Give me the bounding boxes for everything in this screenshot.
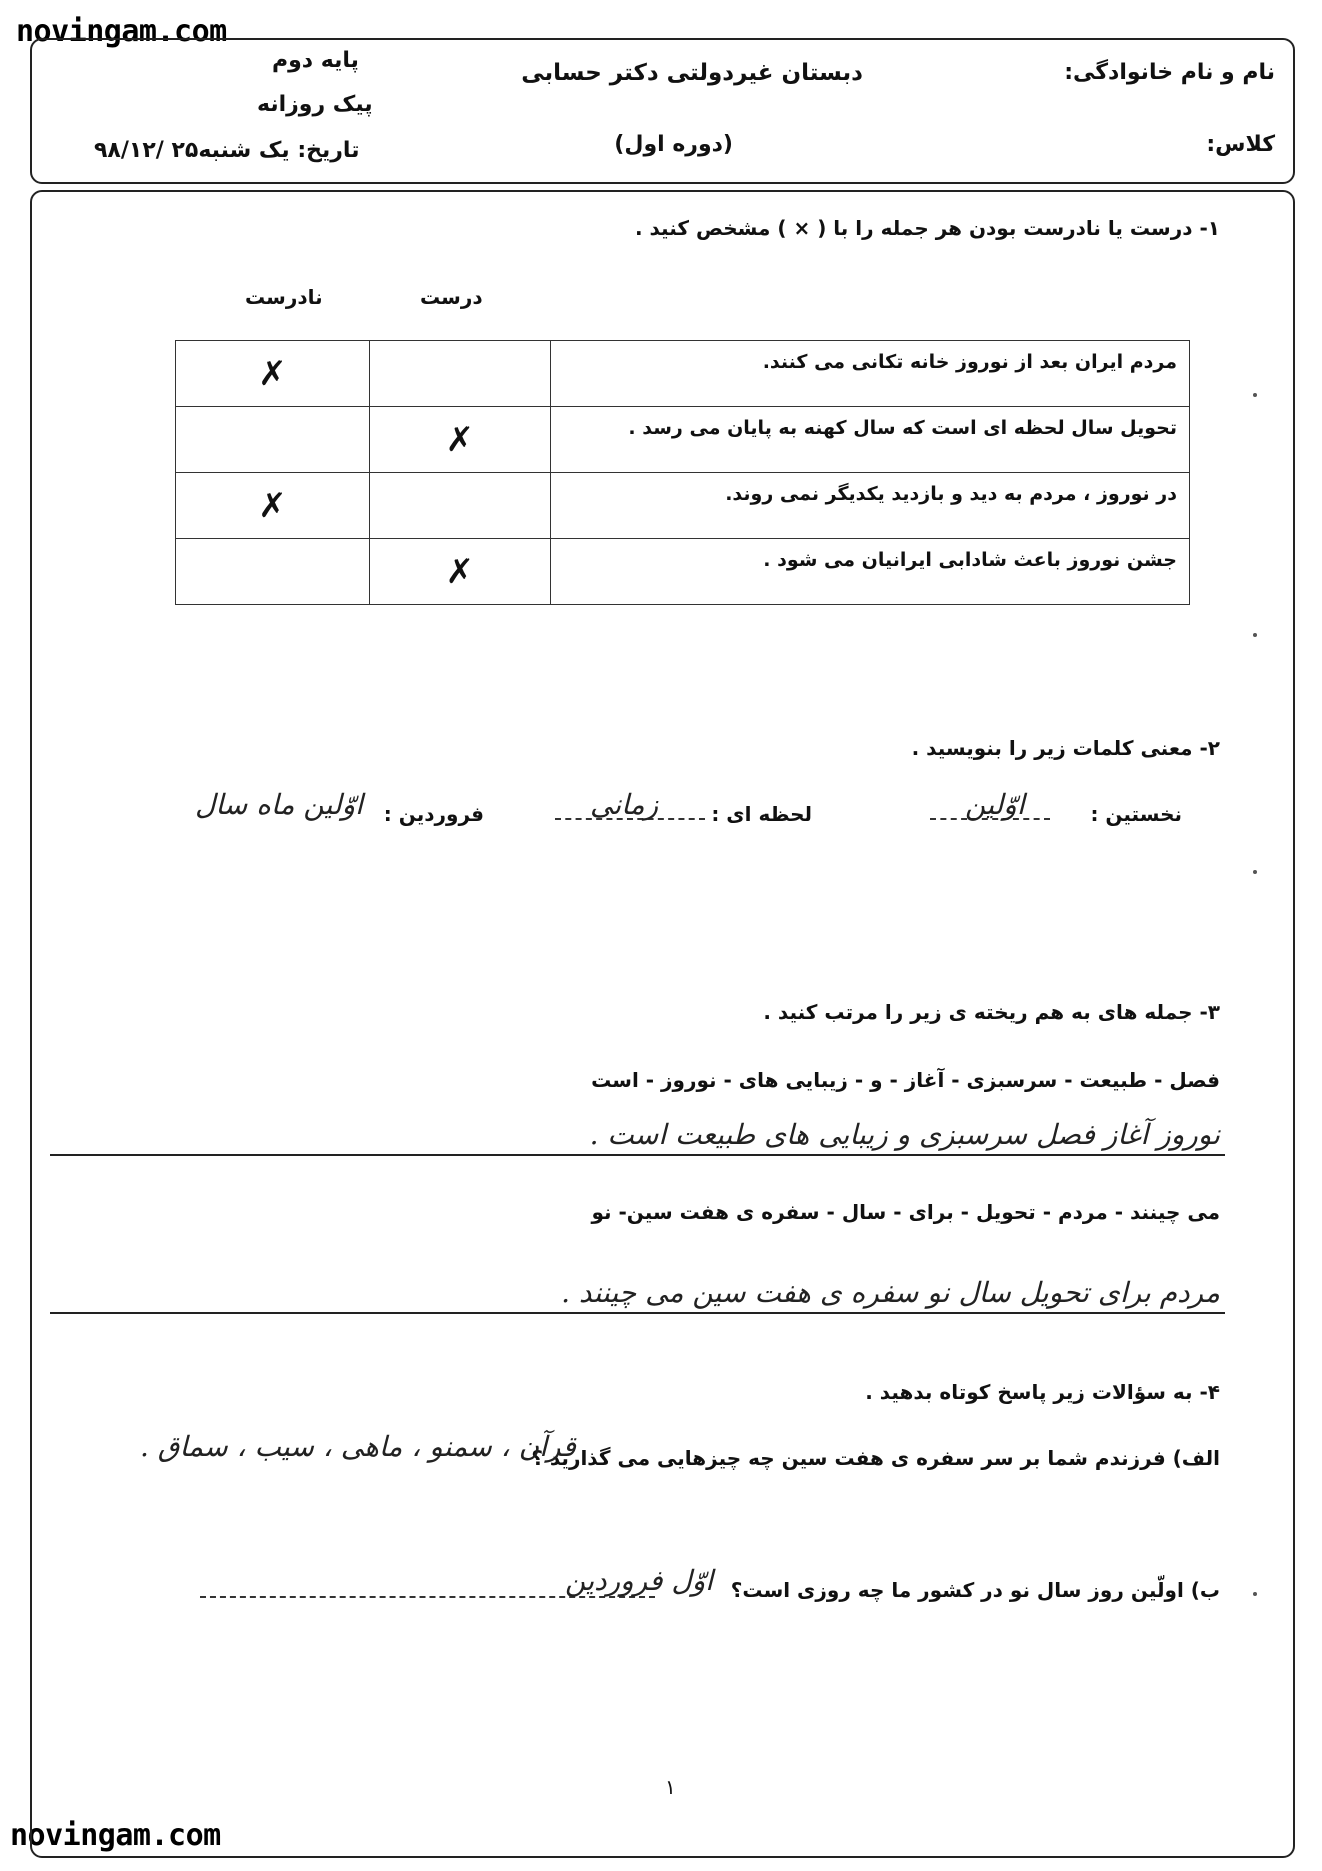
name-label: نام و نام خانوادگی: xyxy=(1064,60,1275,85)
table-row xyxy=(176,407,1190,473)
q4-title: ۴- به سؤالات زیر پاسخ کوتاه بدهید . xyxy=(865,1380,1220,1404)
ordered-answer-2[interactable]: مردم برای تحویل سال نو سفره ی هفت سین می چینند . xyxy=(561,1276,1220,1309)
true-mark-cell[interactable] xyxy=(369,473,550,539)
answer-line xyxy=(50,1312,1225,1314)
word-label-lahze: لحظه ای : xyxy=(711,802,812,826)
scrambled-sentence-1: فصل - طبیعت - سرسبزی - آغاز - و - زیبایی های - نوروز - است xyxy=(591,1068,1220,1092)
col-false-label: نادرست xyxy=(245,285,323,309)
table-row xyxy=(176,539,1190,605)
q2-title: ۲- معنی کلمات زیر را بنویسید . xyxy=(911,736,1220,760)
statement-cell: تحویل سال لحظه ای است که سال کهنه به پایان می رسد . xyxy=(550,407,1189,473)
true-mark-cell[interactable] xyxy=(369,341,550,407)
q4b-question: ب) اولّین روز سال نو در کشور ما چه روزی است؟ xyxy=(730,1578,1220,1602)
word-answer-lahze[interactable]: زمانی xyxy=(590,788,659,821)
date-label: تاریخ: یک شنبه۲۵ /۹۸/۱۲ xyxy=(94,138,360,163)
table-row xyxy=(176,473,1190,539)
statement-cell: مردم ایران بعد از نوروز خانه تکانی می کنند. xyxy=(550,341,1189,407)
header-box xyxy=(30,38,1295,184)
scan-dot xyxy=(1253,393,1257,397)
q4a-answer[interactable]: قرآن ، سمنو ، ماهی ، سیب ، سماق . xyxy=(140,1430,576,1463)
scan-dot xyxy=(1253,870,1257,874)
true-false-table xyxy=(175,340,1190,605)
q3-title: ۳- جمله های به هم ریخته ی زیر را مرتب کنید . xyxy=(763,1000,1220,1024)
scan-dot xyxy=(1253,1592,1257,1596)
grade-label: پایه دوم xyxy=(272,48,359,73)
col-true-label: درست xyxy=(420,285,483,309)
statement-cell: در نوروز ، مردم به دید و بازدید یکدیگر نمی روند. xyxy=(550,473,1189,539)
false-mark-cell[interactable]: ✗ xyxy=(176,473,370,539)
scan-dot xyxy=(1253,633,1257,637)
word-answer-nokhostin[interactable]: اوّلین xyxy=(965,788,1025,821)
answer-line xyxy=(50,1154,1225,1156)
word-answer-farvardin[interactable]: اوّلین ماه سال xyxy=(195,788,363,821)
scrambled-sentence-2: می چینند - مردم - تحویل - برای - سال - سفره ی هفت سین- نو xyxy=(591,1200,1220,1224)
true-mark-cell[interactable]: ✗ xyxy=(369,539,550,605)
period-label: (دوره اول) xyxy=(614,132,733,157)
watermark-top: novingam.com xyxy=(16,14,227,49)
q4a-question: الف) فرزندم شما بر سر سفره ی هفت سین چه چیزهایی می گذارید ؟ xyxy=(531,1446,1220,1470)
watermark-bottom: novingam.com xyxy=(10,1818,221,1853)
ordered-answer-1[interactable]: نوروز آغاز فصل سرسبزی و زیبایی های طبیعت است . xyxy=(589,1118,1220,1151)
false-mark-cell[interactable]: ✗ xyxy=(176,341,370,407)
school-name: دبستان غیردولتی دکتر حسابی xyxy=(521,60,863,86)
page-number: ۱ xyxy=(665,1775,676,1799)
false-mark-cell[interactable] xyxy=(176,539,370,605)
q4b-answer[interactable]: اوّل فروردین xyxy=(565,1564,713,1597)
table-row xyxy=(176,341,1190,407)
q1-title: ۱- درست یا نادرست بودن هر جمله را با ( × ) مشخص کنید . xyxy=(634,216,1220,240)
false-mark-cell[interactable] xyxy=(176,407,370,473)
class-label: کلاس: xyxy=(1206,132,1275,157)
word-label-nokhostin: نخستین : xyxy=(1090,802,1182,826)
true-mark-cell[interactable]: ✗ xyxy=(369,407,550,473)
word-label-farvardin: فروردین : xyxy=(383,802,484,826)
assignment-type: پیک روزانه xyxy=(257,92,373,117)
statement-cell: جشن نوروز باعث شادابی ایرانیان می شود . xyxy=(550,539,1189,605)
